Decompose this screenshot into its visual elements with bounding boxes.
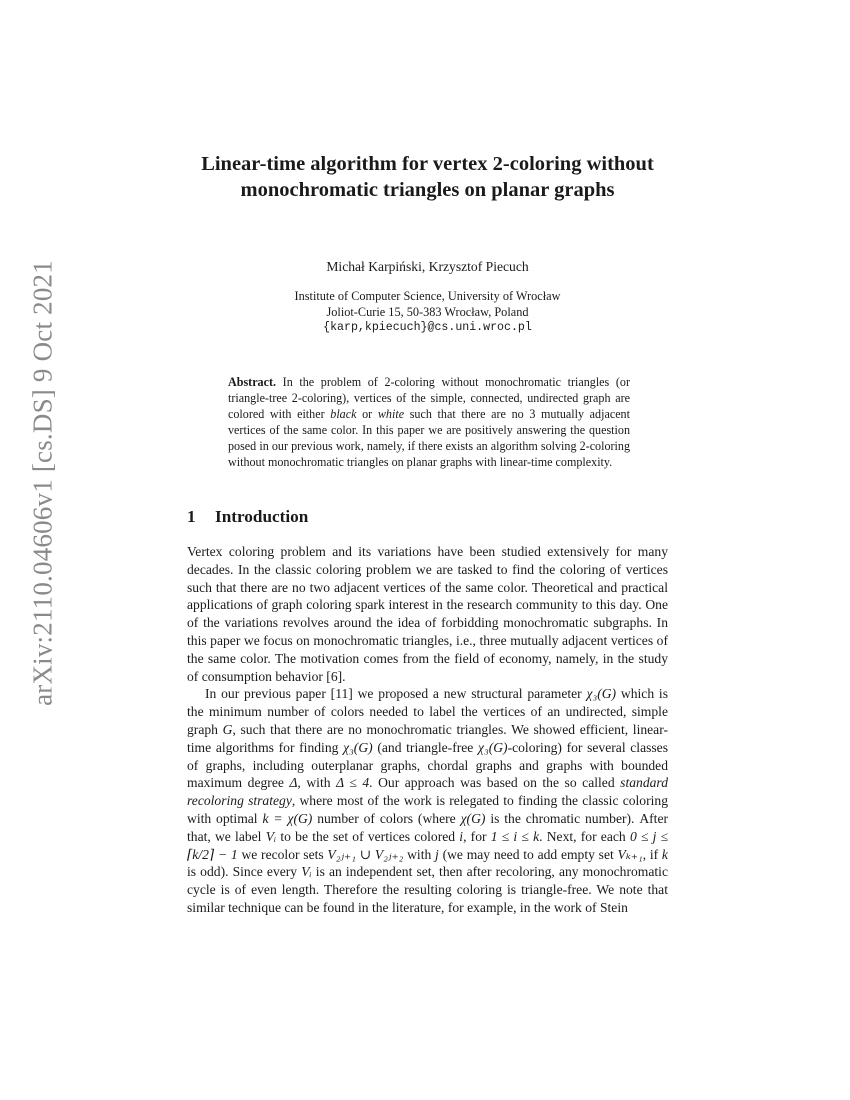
author-email: {karp,kpiecuch}@cs.uni.wroc.pl	[323, 321, 532, 334]
math-inline: Δ ≤ 4	[336, 775, 370, 791]
arxiv-sidebar-stamp	[18, 260, 68, 706]
text-run: -coloring) for several classes of graphs, including outerplanar graphs, chordal graphs and graphs with bounded maximum degree	[187, 739, 669, 791]
math-inline: χ₃(G)	[343, 739, 373, 755]
math-inline: i	[459, 828, 464, 844]
paragraph	[187, 685, 668, 916]
math-inline: V₂ⱼ₊₁ ∪ V₂ⱼ₊₂	[327, 846, 404, 862]
text-run: . Our approach was based on the so called	[369, 775, 615, 791]
math-inline: Vₖ₊₁	[617, 846, 643, 862]
section-title: Introduction	[215, 507, 309, 526]
math-inline: k = χ(G)	[262, 810, 313, 826]
math-inline: 0 ≤ j ≤ ⌈k/2⌉ − 1	[187, 828, 669, 862]
abstract-black-word: black	[330, 407, 357, 421]
math-inline: Vᵢ	[301, 864, 312, 880]
section-heading	[187, 507, 308, 527]
text-run: number of colors (where	[317, 810, 456, 826]
paragraph: Vertex coloring problem and its variations have been studied extensively for many decades. In the classic coloring problem we are tasked to find the coloring of vertices such that there are no two adjacent vertices of the same color. Theoretical and practical applications of graph coloring spark interest in the research community to this day. One of the variations revolves around the idea of forbidding monochromatic subgraphs. In this paper we focus on monochromatic triangles, i.e., three mutually adjacent vertices of the same color. The motivation comes from the field of economy, namely, in the study of consumption behavior [6].	[187, 544, 668, 684]
math-inline: Δ	[289, 775, 298, 791]
abstract-text: or	[362, 407, 373, 421]
text-run: with	[407, 846, 432, 862]
math-inline: G	[222, 721, 233, 737]
paper-title: Linear-time algorithm for vertex 2-coloring without monochromatic triangles on planar graphs	[201, 153, 654, 201]
text-run: , for	[463, 828, 487, 844]
math-inline: k	[661, 846, 668, 862]
text-run: we recolor sets	[241, 846, 324, 862]
math-inline: χ₃(G)	[586, 686, 617, 702]
text-run: , where most of the work is relegated to finding the classic coloring with optimal	[187, 793, 668, 826]
abstract-label: Abstract.	[228, 375, 277, 389]
affiliation-institute: Institute of Computer Science, University of Wrocław	[294, 289, 561, 303]
text-run: , if	[642, 846, 659, 862]
section-number: 1	[187, 507, 196, 526]
abstract	[228, 374, 630, 470]
text-run: is odd). Since every	[187, 864, 298, 880]
math-inline: 1 ≤ i ≤ k	[490, 828, 540, 844]
text-run: , with	[297, 775, 331, 791]
text-run: (and triangle-free	[377, 739, 474, 755]
text-run: (we may need to add empty set	[442, 846, 614, 862]
math-inline: χ(G)	[460, 810, 486, 826]
text-run: In our previous paper [11] we proposed a new structural parameter	[205, 686, 582, 702]
math-inline: j	[435, 846, 439, 862]
abstract-white-word: white	[377, 407, 405, 421]
emphasis: standard recoloring strategy	[187, 775, 669, 809]
math-inline: Vᵢ	[265, 828, 277, 844]
abstract-text: such that there are no 3 mutually adjacent vertices of the same color. In this paper we are positively answering the question posed in our previous work, namely, if there exists an algorithm solving 2-coloring without monochromatic triangles on planar graphs with linear-time complexity.	[228, 407, 630, 469]
text-run: is the chromatic number). After that, we label	[187, 810, 669, 844]
math-inline: χ₃(G)	[478, 739, 508, 755]
text-run: is an independent set, then after recoloring, any monochromatic cycle is of even length. Therefore the resulting coloring is triangle-free. We note that similar technique can be found in the literature, for example, in the work of Stein	[187, 864, 668, 915]
arxiv-identifier: arXiv:2110.04606v1 [cs.DS] 9 Oct 2021	[27, 260, 58, 706]
text-run: to be the set of vertices colored	[280, 828, 456, 844]
text-run: , such that there are no monochromatic triangles. We showed efficient, linear-time algorithms for finding	[187, 721, 668, 755]
text-run: . Next, for each	[539, 828, 626, 844]
author-affiliation	[200, 289, 655, 336]
text-run: which is the minimum number of colors needed to label the vertices of an undirected, simple graph	[187, 686, 668, 737]
abstract-text: In the problem of 2-coloring without monochromatic triangles (or triangle-tree 2-coloring), vertices of the simple, connected, undirected graph are colored with either	[228, 375, 630, 421]
affiliation-address: Joliot-Curie 15, 50-383 Wrocław, Poland	[326, 304, 529, 319]
body-text	[187, 543, 668, 917]
paper-authors: Michał Karpiński, Krzysztof Piecuch	[326, 259, 529, 274]
